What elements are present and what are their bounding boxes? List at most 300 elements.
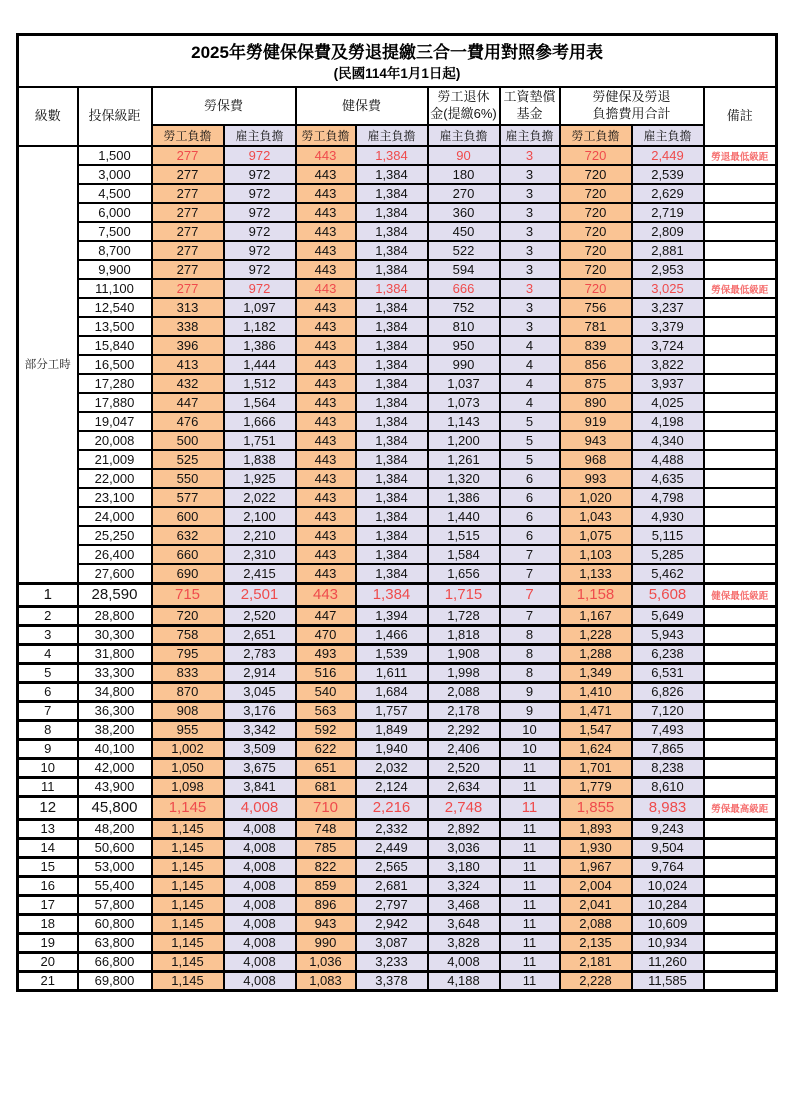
cell-pension-employer: 752 — [428, 298, 500, 317]
wage-fund-line1: 工資墊償 — [503, 89, 556, 105]
cell-labor-employer: 1,838 — [224, 450, 296, 469]
pension-line1: 勞工退休 — [437, 89, 490, 105]
cell-health-employee: 943 — [296, 914, 356, 933]
cell-level: 20 — [18, 952, 78, 971]
cell-health-employer: 1,384 — [356, 241, 428, 260]
cell-health-employee: 443 — [296, 488, 356, 507]
col-header-pension — [428, 87, 500, 125]
table-row — [18, 777, 777, 796]
cell-health-employer: 1,384 — [356, 526, 428, 545]
cell-labor-employer: 2,210 — [224, 526, 296, 545]
cell-health-employer: 1,684 — [356, 682, 428, 701]
cell-remark — [704, 317, 777, 336]
cell-pension-employer: 990 — [428, 355, 500, 374]
cell-remark — [704, 952, 777, 971]
cell-labor-employer: 1,444 — [224, 355, 296, 374]
cell-labor-employee: 277 — [152, 165, 224, 184]
cell-wagefund-employer: 3 — [500, 279, 560, 298]
cell-health-employee: 443 — [296, 355, 356, 374]
table-row — [18, 876, 777, 895]
cell-health-employer: 1,384 — [356, 317, 428, 336]
cell-health-employee: 443 — [296, 241, 356, 260]
cell-wagefund-employer: 6 — [500, 469, 560, 488]
table-row — [18, 971, 777, 990]
cell-health-employer: 2,797 — [356, 895, 428, 914]
cell-pension-employer: 270 — [428, 184, 500, 203]
table-row — [18, 526, 777, 545]
cell-bracket: 13,500 — [78, 317, 152, 336]
total-line1: 勞健保及勞退 — [592, 89, 671, 105]
cell-wagefund-employer: 4 — [500, 393, 560, 412]
cell-health-employer: 1,849 — [356, 720, 428, 739]
cell-labor-employee: 1,145 — [152, 952, 224, 971]
cell-remark — [704, 914, 777, 933]
cell-total-employee: 1,967 — [560, 857, 632, 876]
table-row — [18, 412, 777, 431]
cell-bracket: 12,540 — [78, 298, 152, 317]
cell-total-employee: 756 — [560, 298, 632, 317]
cell-total-employee: 1,043 — [560, 507, 632, 526]
cell-health-employee: 443 — [296, 317, 356, 336]
cell-remark — [704, 355, 777, 374]
cell-health-employer: 1,384 — [356, 336, 428, 355]
cell-health-employer: 1,384 — [356, 469, 428, 488]
cell-level: 10 — [18, 758, 78, 777]
cell-labor-employer: 4,008 — [224, 796, 296, 819]
cell-pension-employer: 666 — [428, 279, 500, 298]
cell-bracket: 24,000 — [78, 507, 152, 526]
table-row — [18, 564, 777, 583]
subheader-labor-employee: 勞工負擔 — [152, 125, 224, 146]
cell-total-employee: 1,103 — [560, 545, 632, 564]
subheader-pension-employer: 雇主負擔 — [428, 125, 500, 146]
table-row — [18, 819, 777, 838]
cell-total-employer: 2,449 — [632, 146, 704, 165]
cell-wagefund-employer: 8 — [500, 625, 560, 644]
cell-remark: 健保最低級距 — [704, 583, 777, 606]
cell-labor-employer: 1,925 — [224, 469, 296, 488]
cell-labor-employee: 632 — [152, 526, 224, 545]
cell-bracket: 42,000 — [78, 758, 152, 777]
cell-bracket: 17,880 — [78, 393, 152, 412]
cell-remark — [704, 526, 777, 545]
cell-health-employee: 443 — [296, 374, 356, 393]
table-row — [18, 488, 777, 507]
cell-labor-employer: 1,751 — [224, 431, 296, 450]
cell-total-employer: 6,531 — [632, 663, 704, 682]
cell-total-employer: 2,629 — [632, 184, 704, 203]
cell-pension-employer: 1,908 — [428, 644, 500, 663]
cell-total-employer: 9,243 — [632, 819, 704, 838]
cell-wagefund-employer: 11 — [500, 857, 560, 876]
cell-total-employee: 856 — [560, 355, 632, 374]
cell-bracket: 9,900 — [78, 260, 152, 279]
cell-total-employee: 1,701 — [560, 758, 632, 777]
table-row — [18, 838, 777, 857]
cell-remark — [704, 431, 777, 450]
cell-labor-employee: 338 — [152, 317, 224, 336]
cell-level: 9 — [18, 739, 78, 758]
cell-pension-employer: 2,520 — [428, 758, 500, 777]
cell-remark — [704, 298, 777, 317]
cell-remark — [704, 625, 777, 644]
cell-health-employer: 2,332 — [356, 819, 428, 838]
cell-bracket: 1,500 — [78, 146, 152, 165]
cell-health-employee: 443 — [296, 184, 356, 203]
cell-total-employer: 9,504 — [632, 838, 704, 857]
cell-labor-employer: 4,008 — [224, 895, 296, 914]
cell-labor-employee: 600 — [152, 507, 224, 526]
cell-health-employer: 1,940 — [356, 739, 428, 758]
title-block — [18, 35, 777, 88]
subheader-labor-employer: 雇主負擔 — [224, 125, 296, 146]
table-row — [18, 644, 777, 663]
cell-level: 14 — [18, 838, 78, 857]
cell-level: 4 — [18, 644, 78, 663]
col-header-health-fee: 健保費 — [296, 87, 428, 125]
cell-health-employer: 1,384 — [356, 488, 428, 507]
cell-total-employee: 2,004 — [560, 876, 632, 895]
cell-total-employee: 1,855 — [560, 796, 632, 819]
cell-pension-employer: 450 — [428, 222, 500, 241]
cell-remark — [704, 758, 777, 777]
cell-health-employer: 1,539 — [356, 644, 428, 663]
cell-total-employer: 4,340 — [632, 431, 704, 450]
cell-total-employee: 1,624 — [560, 739, 632, 758]
cell-health-employee: 540 — [296, 682, 356, 701]
cell-health-employee: 785 — [296, 838, 356, 857]
cell-labor-employee: 277 — [152, 222, 224, 241]
cell-remark — [704, 971, 777, 990]
cell-remark: 勞保最高級距 — [704, 796, 777, 819]
cell-wagefund-employer: 10 — [500, 739, 560, 758]
cell-remark — [704, 876, 777, 895]
cell-labor-employee: 660 — [152, 545, 224, 564]
table-row — [18, 393, 777, 412]
cell-labor-employee: 833 — [152, 663, 224, 682]
cell-remark — [704, 857, 777, 876]
col-header-level: 級數 — [18, 87, 78, 146]
col-header-remark: 備註 — [704, 87, 777, 146]
table-row — [18, 184, 777, 203]
cell-total-employee: 720 — [560, 222, 632, 241]
cell-remark — [704, 507, 777, 526]
cell-labor-employee: 1,145 — [152, 914, 224, 933]
cell-remark: 勞退最低級距 — [704, 146, 777, 165]
cell-total-employer: 8,238 — [632, 758, 704, 777]
table-row — [18, 355, 777, 374]
subheader-health-employer: 雇主負擔 — [356, 125, 428, 146]
cell-labor-employee: 715 — [152, 583, 224, 606]
cell-labor-employer: 972 — [224, 146, 296, 165]
cell-total-employer: 10,934 — [632, 933, 704, 952]
cell-pension-employer: 1,998 — [428, 663, 500, 682]
cell-labor-employee: 1,145 — [152, 895, 224, 914]
cell-health-employer: 1,384 — [356, 203, 428, 222]
table-row — [18, 298, 777, 317]
cell-total-employer: 6,238 — [632, 644, 704, 663]
cell-total-employer: 4,798 — [632, 488, 704, 507]
cell-health-employee: 443 — [296, 336, 356, 355]
cell-health-employer: 1,394 — [356, 606, 428, 625]
premium-reference-table — [16, 33, 778, 992]
cell-bracket: 15,840 — [78, 336, 152, 355]
cell-labor-employee: 870 — [152, 682, 224, 701]
cell-health-employer: 1,384 — [356, 564, 428, 583]
cell-pension-employer: 2,088 — [428, 682, 500, 701]
cell-remark — [704, 644, 777, 663]
cell-labor-employer: 1,666 — [224, 412, 296, 431]
cell-labor-employer: 1,182 — [224, 317, 296, 336]
cell-total-employer: 11,585 — [632, 971, 704, 990]
cell-remark — [704, 203, 777, 222]
cell-health-employer: 1,384 — [356, 260, 428, 279]
cell-total-employer: 9,764 — [632, 857, 704, 876]
cell-bracket: 28,800 — [78, 606, 152, 625]
cell-wagefund-employer: 8 — [500, 644, 560, 663]
cell-wagefund-employer: 8 — [500, 663, 560, 682]
table-row — [18, 583, 777, 606]
cell-level: 15 — [18, 857, 78, 876]
cell-wagefund-employer: 6 — [500, 488, 560, 507]
table-row — [18, 165, 777, 184]
cell-labor-employer: 972 — [224, 203, 296, 222]
subheader-wagefund-employer: 雇主負擔 — [500, 125, 560, 146]
cell-health-employee: 592 — [296, 720, 356, 739]
cell-total-employee: 1,471 — [560, 701, 632, 720]
cell-total-employer: 3,822 — [632, 355, 704, 374]
cell-wagefund-employer: 7 — [500, 545, 560, 564]
cell-bracket: 53,000 — [78, 857, 152, 876]
table-row — [18, 701, 777, 720]
cell-health-employer: 3,378 — [356, 971, 428, 990]
cell-total-employee: 1,779 — [560, 777, 632, 796]
cell-remark — [704, 739, 777, 758]
cell-remark — [704, 412, 777, 431]
cell-labor-employer: 4,008 — [224, 971, 296, 990]
col-header-labor-fee: 勞保費 — [152, 87, 296, 125]
cell-remark — [704, 564, 777, 583]
cell-pension-employer: 1,037 — [428, 374, 500, 393]
cell-level: 2 — [18, 606, 78, 625]
cell-total-employee: 720 — [560, 146, 632, 165]
cell-bracket: 3,000 — [78, 165, 152, 184]
cell-total-employer: 5,943 — [632, 625, 704, 644]
cell-bracket: 55,400 — [78, 876, 152, 895]
table-row — [18, 663, 777, 682]
cell-health-employer: 1,384 — [356, 507, 428, 526]
cell-health-employer: 1,384 — [356, 431, 428, 450]
cell-pension-employer: 1,073 — [428, 393, 500, 412]
cell-health-employee: 822 — [296, 857, 356, 876]
cell-labor-employer: 2,914 — [224, 663, 296, 682]
cell-total-employee: 720 — [560, 165, 632, 184]
subheader-total-employer: 雇主負擔 — [632, 125, 704, 146]
cell-level: 18 — [18, 914, 78, 933]
cell-remark — [704, 260, 777, 279]
cell-wagefund-employer: 9 — [500, 701, 560, 720]
table-row — [18, 450, 777, 469]
cell-health-employee: 443 — [296, 393, 356, 412]
cell-wagefund-employer: 3 — [500, 241, 560, 260]
cell-labor-employee: 908 — [152, 701, 224, 720]
cell-labor-employee: 758 — [152, 625, 224, 644]
cell-health-employer: 3,087 — [356, 933, 428, 952]
cell-wagefund-employer: 4 — [500, 336, 560, 355]
cell-pension-employer: 2,892 — [428, 819, 500, 838]
table-row — [18, 545, 777, 564]
cell-health-employee: 1,036 — [296, 952, 356, 971]
cell-labor-employee: 1,145 — [152, 971, 224, 990]
cell-total-employee: 1,930 — [560, 838, 632, 857]
table-row — [18, 796, 777, 819]
cell-total-employer: 2,539 — [632, 165, 704, 184]
cell-pension-employer: 3,468 — [428, 895, 500, 914]
cell-pension-employer: 1,515 — [428, 526, 500, 545]
cell-total-employee: 2,041 — [560, 895, 632, 914]
cell-wagefund-employer: 6 — [500, 507, 560, 526]
cell-health-employee: 443 — [296, 203, 356, 222]
cell-level: 19 — [18, 933, 78, 952]
cell-remark — [704, 682, 777, 701]
cell-wagefund-employer: 3 — [500, 298, 560, 317]
cell-health-employee: 443 — [296, 583, 356, 606]
cell-labor-employer: 4,008 — [224, 914, 296, 933]
cell-wagefund-employer: 11 — [500, 914, 560, 933]
cell-health-employer: 1,384 — [356, 374, 428, 393]
cell-pension-employer: 180 — [428, 165, 500, 184]
cell-total-employer: 2,809 — [632, 222, 704, 241]
cell-health-employer: 2,216 — [356, 796, 428, 819]
cell-labor-employer: 1,512 — [224, 374, 296, 393]
cell-labor-employer: 3,841 — [224, 777, 296, 796]
cell-total-employer: 3,025 — [632, 279, 704, 298]
cell-total-employer: 10,284 — [632, 895, 704, 914]
cell-labor-employer: 2,783 — [224, 644, 296, 663]
cell-total-employer: 2,953 — [632, 260, 704, 279]
table-row — [18, 606, 777, 625]
cell-wagefund-employer: 11 — [500, 819, 560, 838]
table-row — [18, 933, 777, 952]
cell-wagefund-employer: 5 — [500, 412, 560, 431]
part-time-section — [18, 146, 777, 583]
cell-remark — [704, 701, 777, 720]
cell-labor-employee: 1,145 — [152, 796, 224, 819]
cell-level: 5 — [18, 663, 78, 682]
table-row — [18, 739, 777, 758]
cell-labor-employee: 577 — [152, 488, 224, 507]
cell-health-employee: 622 — [296, 739, 356, 758]
cell-total-employer: 4,025 — [632, 393, 704, 412]
cell-wagefund-employer: 11 — [500, 758, 560, 777]
table-row — [18, 374, 777, 393]
cell-labor-employer: 2,022 — [224, 488, 296, 507]
cell-pension-employer: 1,320 — [428, 469, 500, 488]
cell-total-employer: 2,881 — [632, 241, 704, 260]
table-row — [18, 241, 777, 260]
cell-pension-employer: 3,180 — [428, 857, 500, 876]
cell-labor-employee: 1,002 — [152, 739, 224, 758]
cell-health-employee: 748 — [296, 819, 356, 838]
cell-labor-employee: 955 — [152, 720, 224, 739]
cell-total-employee: 1,893 — [560, 819, 632, 838]
cell-health-employer: 1,384 — [356, 355, 428, 374]
cell-remark — [704, 545, 777, 564]
cell-bracket: 66,800 — [78, 952, 152, 971]
cell-bracket: 30,300 — [78, 625, 152, 644]
cell-total-employer: 5,115 — [632, 526, 704, 545]
cell-bracket: 48,200 — [78, 819, 152, 838]
cell-labor-employee: 500 — [152, 431, 224, 450]
cell-level: 16 — [18, 876, 78, 895]
cell-health-employee: 443 — [296, 469, 356, 488]
cell-total-employee: 720 — [560, 184, 632, 203]
cell-pension-employer: 594 — [428, 260, 500, 279]
table-row — [18, 895, 777, 914]
cell-pension-employer: 1,584 — [428, 545, 500, 564]
cell-total-employee: 2,181 — [560, 952, 632, 971]
cell-health-employee: 859 — [296, 876, 356, 895]
cell-labor-employer: 4,008 — [224, 857, 296, 876]
table-row — [18, 507, 777, 526]
cell-remark — [704, 720, 777, 739]
cell-bracket: 19,047 — [78, 412, 152, 431]
cell-labor-employee: 277 — [152, 146, 224, 165]
cell-wagefund-employer: 11 — [500, 876, 560, 895]
cell-remark — [704, 241, 777, 260]
cell-health-employer: 1,757 — [356, 701, 428, 720]
cell-health-employer: 1,384 — [356, 393, 428, 412]
cell-total-employer: 6,826 — [632, 682, 704, 701]
cell-total-employee: 993 — [560, 469, 632, 488]
cell-labor-employee: 432 — [152, 374, 224, 393]
cell-labor-employee: 413 — [152, 355, 224, 374]
cell-health-employee: 443 — [296, 431, 356, 450]
cell-bracket: 63,800 — [78, 933, 152, 952]
cell-wagefund-employer: 5 — [500, 431, 560, 450]
cell-level: 7 — [18, 701, 78, 720]
cell-wagefund-employer: 3 — [500, 146, 560, 165]
cell-labor-employee: 1,050 — [152, 758, 224, 777]
cell-total-employer: 5,649 — [632, 606, 704, 625]
cell-bracket: 8,700 — [78, 241, 152, 260]
cell-total-employer: 4,930 — [632, 507, 704, 526]
cell-labor-employer: 4,008 — [224, 838, 296, 857]
cell-remark — [704, 819, 777, 838]
cell-labor-employee: 396 — [152, 336, 224, 355]
cell-health-employer: 2,124 — [356, 777, 428, 796]
cell-labor-employer: 4,008 — [224, 933, 296, 952]
cell-health-employer: 1,384 — [356, 583, 428, 606]
table-row — [18, 222, 777, 241]
cell-labor-employer: 1,386 — [224, 336, 296, 355]
cell-labor-employer: 4,008 — [224, 876, 296, 895]
cell-wagefund-employer: 3 — [500, 260, 560, 279]
cell-wagefund-employer: 7 — [500, 564, 560, 583]
cell-health-employee: 990 — [296, 933, 356, 952]
pension-line2: 金(提繳6%) — [430, 106, 497, 121]
table-row — [18, 914, 777, 933]
cell-health-employee: 1,083 — [296, 971, 356, 990]
cell-labor-employer: 2,310 — [224, 545, 296, 564]
cell-health-employer: 1,384 — [356, 279, 428, 298]
cell-total-employee: 2,135 — [560, 933, 632, 952]
table-row — [18, 336, 777, 355]
cell-wagefund-employer: 11 — [500, 933, 560, 952]
cell-health-employee: 443 — [296, 507, 356, 526]
cell-total-employee: 890 — [560, 393, 632, 412]
cell-health-employee: 443 — [296, 526, 356, 545]
